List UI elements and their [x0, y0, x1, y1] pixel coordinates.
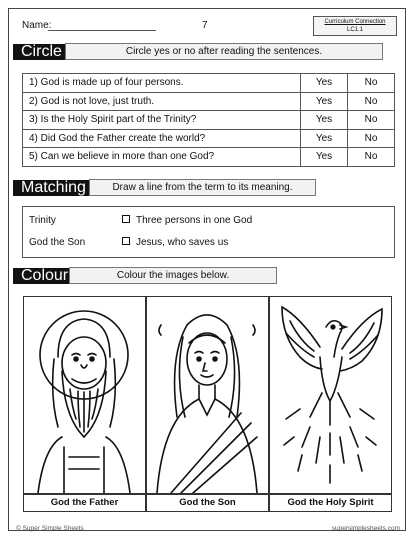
table-row [23, 92, 395, 111]
dove-icon [270, 297, 391, 493]
no-option[interactable]: No [348, 129, 395, 148]
footer-website[interactable]: supersimplesheets.com [331, 525, 400, 532]
curriculum-title: Curriculum Connection [324, 19, 386, 25]
matching-box [22, 206, 395, 258]
question-text: 4) Did God the Father create the world? [23, 129, 301, 148]
checkbox-icon [122, 215, 130, 223]
footer-copyright: © Super Simple Sheets [16, 525, 84, 532]
table-row [23, 74, 395, 93]
yes-option[interactable]: Yes [301, 111, 348, 130]
yes-option[interactable]: Yes [301, 129, 348, 148]
match-meaning: Jesus, who saves us [136, 237, 229, 248]
colour-section-tag: Colour [13, 268, 69, 284]
image-label: God the Father [23, 494, 146, 512]
table-row [23, 129, 395, 148]
circle-section-tag: Circle [13, 44, 65, 60]
match-meaning: Three persons in one God [136, 215, 253, 226]
image-label: God the Son [146, 494, 269, 512]
curriculum-connection-box [313, 16, 397, 36]
matching-section-tag: Matching [13, 180, 89, 196]
yes-option[interactable]: Yes [301, 92, 348, 111]
image-panel-son[interactable] [146, 296, 269, 494]
no-option[interactable]: No [348, 74, 395, 93]
name-label: Name: [22, 20, 52, 31]
bearded-father-icon [24, 297, 145, 493]
question-text: 3) Is the Holy Spirit part of the Trinity? [23, 111, 301, 130]
table-row [23, 148, 395, 167]
table-row [23, 111, 395, 130]
matching-instruction: Draw a line from the term to its meaning. [89, 179, 316, 196]
match-meaning-item[interactable] [122, 237, 228, 248]
yes-option[interactable]: Yes [301, 148, 348, 167]
question-text: 1) God is made up of four persons. [23, 74, 301, 93]
match-term[interactable]: Trinity [29, 215, 56, 226]
no-option[interactable]: No [348, 148, 395, 167]
image-panel-father[interactable] [23, 296, 146, 494]
question-text: 2) God is not love, just truth. [23, 92, 301, 111]
checkbox-icon [122, 237, 130, 245]
yes-no-table [22, 73, 395, 167]
colour-instruction: Colour the images below. [69, 267, 277, 284]
image-label: God the Holy Spirit [269, 494, 392, 512]
question-text: 5) Can we believe in more than one God? [23, 148, 301, 167]
match-term[interactable]: God the Son [29, 237, 86, 248]
yes-option[interactable]: Yes [301, 74, 348, 93]
image-panel-holy-spirit[interactable] [269, 296, 392, 494]
jesus-icon [147, 297, 268, 493]
no-option[interactable]: No [348, 92, 395, 111]
curriculum-code: LC1.1 [346, 27, 363, 33]
match-meaning-item[interactable] [122, 215, 252, 226]
page-number: 7 [202, 20, 208, 31]
no-option[interactable]: No [348, 111, 395, 130]
name-field[interactable] [48, 30, 156, 31]
circle-instruction: Circle yes or no after reading the sentences. [65, 43, 383, 60]
